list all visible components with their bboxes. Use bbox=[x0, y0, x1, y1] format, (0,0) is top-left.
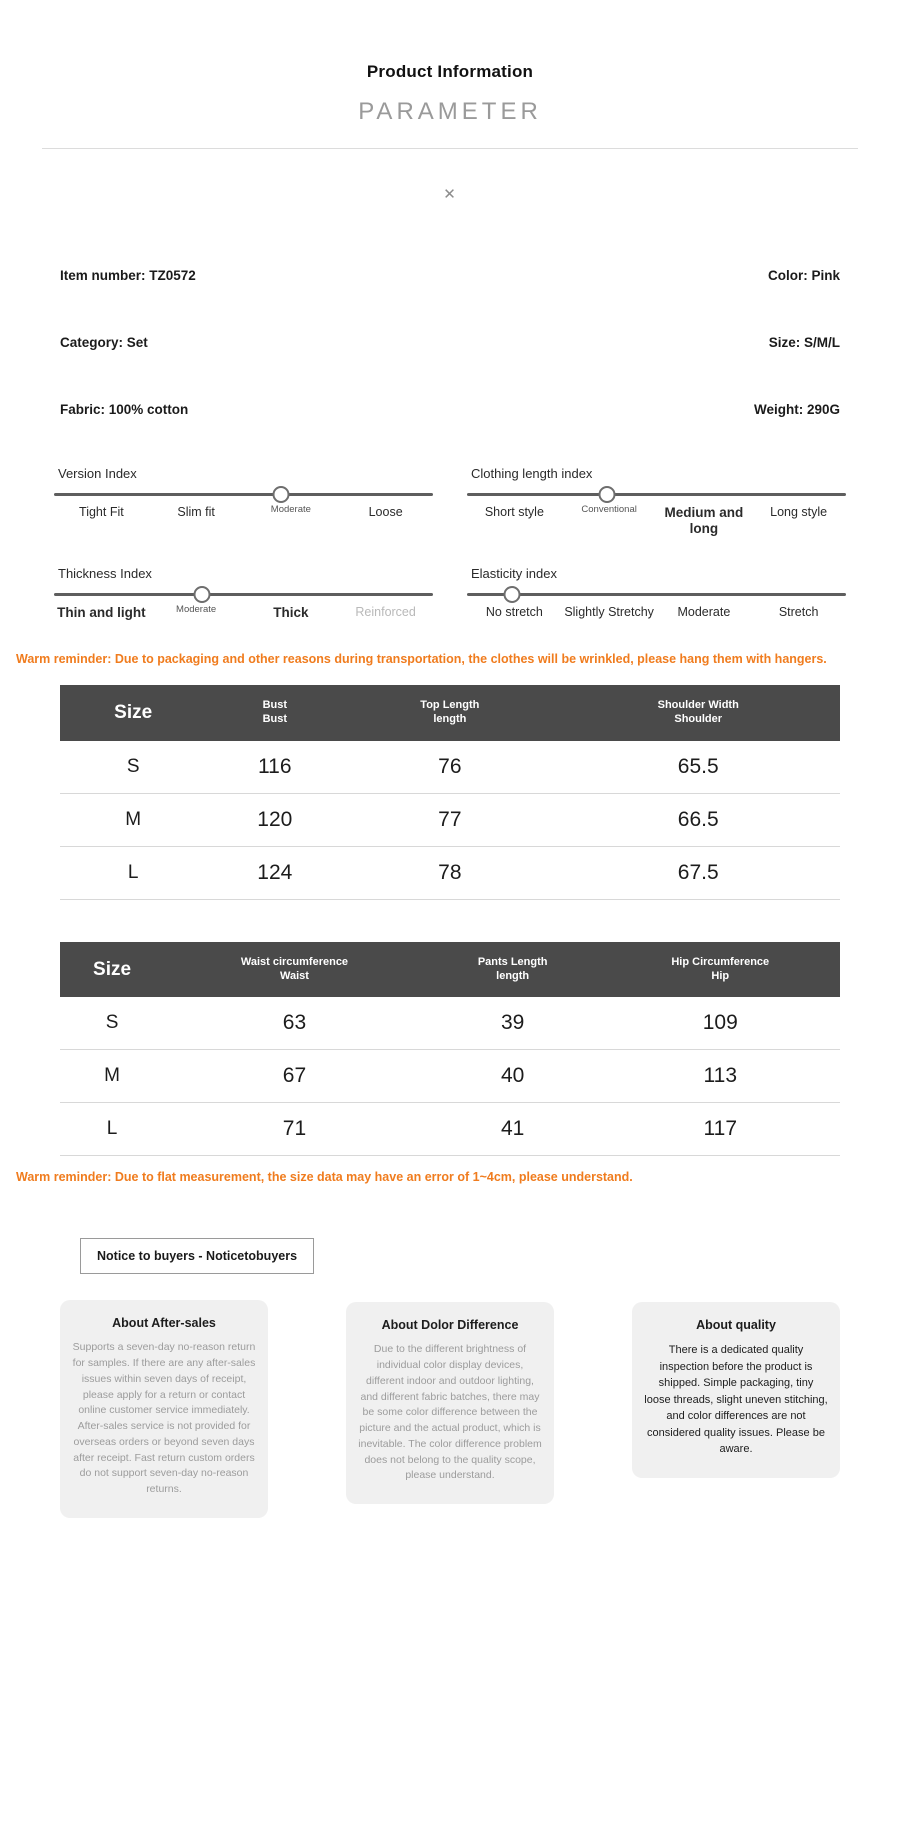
cell-waist: 67 bbox=[164, 1050, 425, 1103]
column-header-size: Size bbox=[60, 942, 164, 998]
cell-shoulder: 66.5 bbox=[556, 793, 840, 846]
index-option: Moderate bbox=[176, 604, 217, 616]
index-clothing-length bbox=[465, 466, 848, 536]
index-version bbox=[52, 466, 435, 536]
card-body: There is a dedicated quality inspection before the product is shipped. Simple packaging, tiny loose threads, slight uneven stitching, and color differences are not considered quality issues. Please be aware. bbox=[644, 1344, 828, 1456]
cell-waist: 71 bbox=[164, 1103, 425, 1156]
cell-top-length: 78 bbox=[343, 846, 556, 899]
cell-waist: 63 bbox=[164, 997, 425, 1050]
page-header bbox=[0, 0, 900, 203]
size-table-top bbox=[60, 685, 840, 900]
card-quality bbox=[632, 1302, 840, 1478]
index-title: Thickness Index bbox=[58, 566, 152, 582]
spec-row bbox=[60, 399, 840, 420]
index-slider-group bbox=[0, 466, 900, 621]
close-icon: ✕ bbox=[443, 186, 457, 203]
card-body: Due to the different brightness of individual color display devices, different indoor and outdoor lighting, and different fabric batches, there may be some color difference between the picture and the actual product, which is inevitable. The color difference problem does not belong to the quality scope, please understand. bbox=[358, 1343, 542, 1482]
card-after-sales bbox=[60, 1300, 268, 1518]
spec-row bbox=[60, 265, 840, 286]
card-body: Supports a seven-day no-reason return for samples. If there are any after-sales issues within seven days of receipt, please apply for a return or contact online customer service immediately. After-sales service is not provided for overseas orders or beyond seven days after receipt. Fast return custom orders do not support seven-day no-reason returns. bbox=[72, 1341, 256, 1496]
warm-reminder-bottom: Warm reminder: Due to flat measurement, the size data may have an error of 1~4cm, please understand. bbox=[16, 1170, 633, 1185]
slider-knob[interactable] bbox=[193, 586, 210, 603]
column-header-waist: Waist circumference Waist bbox=[164, 942, 425, 998]
spec-list bbox=[0, 265, 900, 420]
index-option: Loose bbox=[368, 505, 403, 519]
size-table-bottom bbox=[60, 942, 840, 1157]
index-option: Long style bbox=[770, 505, 828, 519]
cell-hip: 117 bbox=[601, 1103, 840, 1156]
table-row bbox=[60, 793, 840, 846]
warm-reminder-top: Warm reminder: Due to packaging and other reasons during transportation, the clothes will be wrinkled, please hang them with hangers. bbox=[16, 651, 827, 666]
index-option: Reinforced bbox=[355, 605, 416, 620]
slider-track[interactable] bbox=[54, 593, 433, 596]
table-row bbox=[60, 1050, 840, 1103]
index-title: Elasticity index bbox=[471, 566, 557, 582]
spec-weight: Weight: 290G bbox=[754, 399, 840, 420]
table-header-row bbox=[60, 685, 840, 741]
cell-shoulder: 67.5 bbox=[556, 846, 840, 899]
cell-top-length: 76 bbox=[343, 741, 556, 794]
index-title: Clothing length index bbox=[471, 466, 593, 481]
slider-knob[interactable] bbox=[273, 486, 290, 503]
cell-size: L bbox=[60, 846, 206, 899]
index-labels bbox=[465, 505, 848, 536]
info-cards bbox=[0, 1300, 900, 1518]
index-labels bbox=[52, 505, 435, 519]
index-thickness bbox=[52, 566, 435, 621]
slider-track[interactable] bbox=[467, 593, 846, 596]
column-header-top-length: Top Length length bbox=[343, 685, 556, 741]
cell-hip: 113 bbox=[601, 1050, 840, 1103]
cell-size: M bbox=[60, 1050, 164, 1103]
card-color-difference bbox=[346, 1302, 554, 1504]
spec-item-number: Item number: TZ0572 bbox=[60, 265, 196, 286]
cell-size: S bbox=[60, 997, 164, 1050]
cell-hip: 109 bbox=[601, 997, 840, 1050]
spec-category: Category: Set bbox=[60, 332, 148, 353]
cell-bust: 124 bbox=[206, 846, 343, 899]
table-header-row bbox=[60, 942, 840, 998]
cell-pants-length: 41 bbox=[425, 1103, 601, 1156]
index-option: Moderate bbox=[677, 605, 731, 620]
spec-size: Size: S/M/L bbox=[769, 332, 840, 353]
spec-row bbox=[60, 332, 840, 353]
notice-to-buyers: Notice to buyers - Noticetobuyers bbox=[80, 1238, 314, 1274]
spec-fabric: Fabric: 100% cotton bbox=[60, 399, 188, 420]
index-option: No stretch bbox=[485, 605, 543, 620]
index-elasticity bbox=[465, 566, 848, 621]
column-header-bust: Bust Bust bbox=[206, 685, 343, 741]
column-header-size: Size bbox=[60, 685, 206, 741]
page-title: Product Information bbox=[366, 62, 534, 81]
index-option: Conventional bbox=[581, 504, 637, 515]
slider-track[interactable] bbox=[54, 493, 433, 496]
cell-shoulder: 65.5 bbox=[556, 741, 840, 794]
index-option: Medium and long bbox=[664, 505, 744, 536]
cell-bust: 120 bbox=[206, 793, 343, 846]
index-option: Short style bbox=[484, 505, 544, 519]
index-labels bbox=[52, 605, 435, 621]
slider-track[interactable] bbox=[467, 493, 846, 496]
cell-top-length: 77 bbox=[343, 793, 556, 846]
column-header-pants-length: Pants Length length bbox=[425, 942, 601, 998]
index-option: Thick bbox=[273, 605, 309, 621]
cell-pants-length: 40 bbox=[425, 1050, 601, 1103]
index-option: Slightly Stretchy bbox=[564, 605, 654, 620]
column-header-hip: Hip Circumference Hip bbox=[601, 942, 840, 998]
spec-color: Color: Pink bbox=[768, 265, 840, 286]
cell-size: M bbox=[60, 793, 206, 846]
table-spacer bbox=[0, 900, 900, 924]
index-option: Slim fit bbox=[177, 505, 215, 519]
index-option: Thin and light bbox=[57, 605, 146, 621]
card-title: About After-sales bbox=[112, 1316, 216, 1331]
cell-size: L bbox=[60, 1103, 164, 1156]
card-title: About quality bbox=[696, 1318, 776, 1333]
cell-bust: 116 bbox=[206, 741, 343, 794]
index-option: Moderate bbox=[270, 504, 311, 515]
table-row bbox=[60, 1103, 840, 1156]
index-option: Stretch bbox=[778, 605, 819, 620]
table-row bbox=[60, 846, 840, 899]
cell-pants-length: 39 bbox=[425, 997, 601, 1050]
column-header-shoulder-width: Shoulder Width Shoulder bbox=[556, 685, 840, 741]
card-title: About Dolor Difference bbox=[381, 1318, 519, 1333]
index-labels bbox=[465, 605, 848, 619]
table-row bbox=[60, 741, 840, 794]
table-row bbox=[60, 997, 840, 1050]
index-option: Tight Fit bbox=[79, 505, 124, 519]
page-subtitle: PARAMETER bbox=[358, 98, 542, 125]
cell-size: S bbox=[60, 741, 206, 794]
header-divider bbox=[42, 148, 858, 149]
slider-knob[interactable] bbox=[599, 486, 616, 503]
index-title: Version Index bbox=[58, 466, 137, 481]
slider-knob[interactable] bbox=[504, 586, 521, 603]
